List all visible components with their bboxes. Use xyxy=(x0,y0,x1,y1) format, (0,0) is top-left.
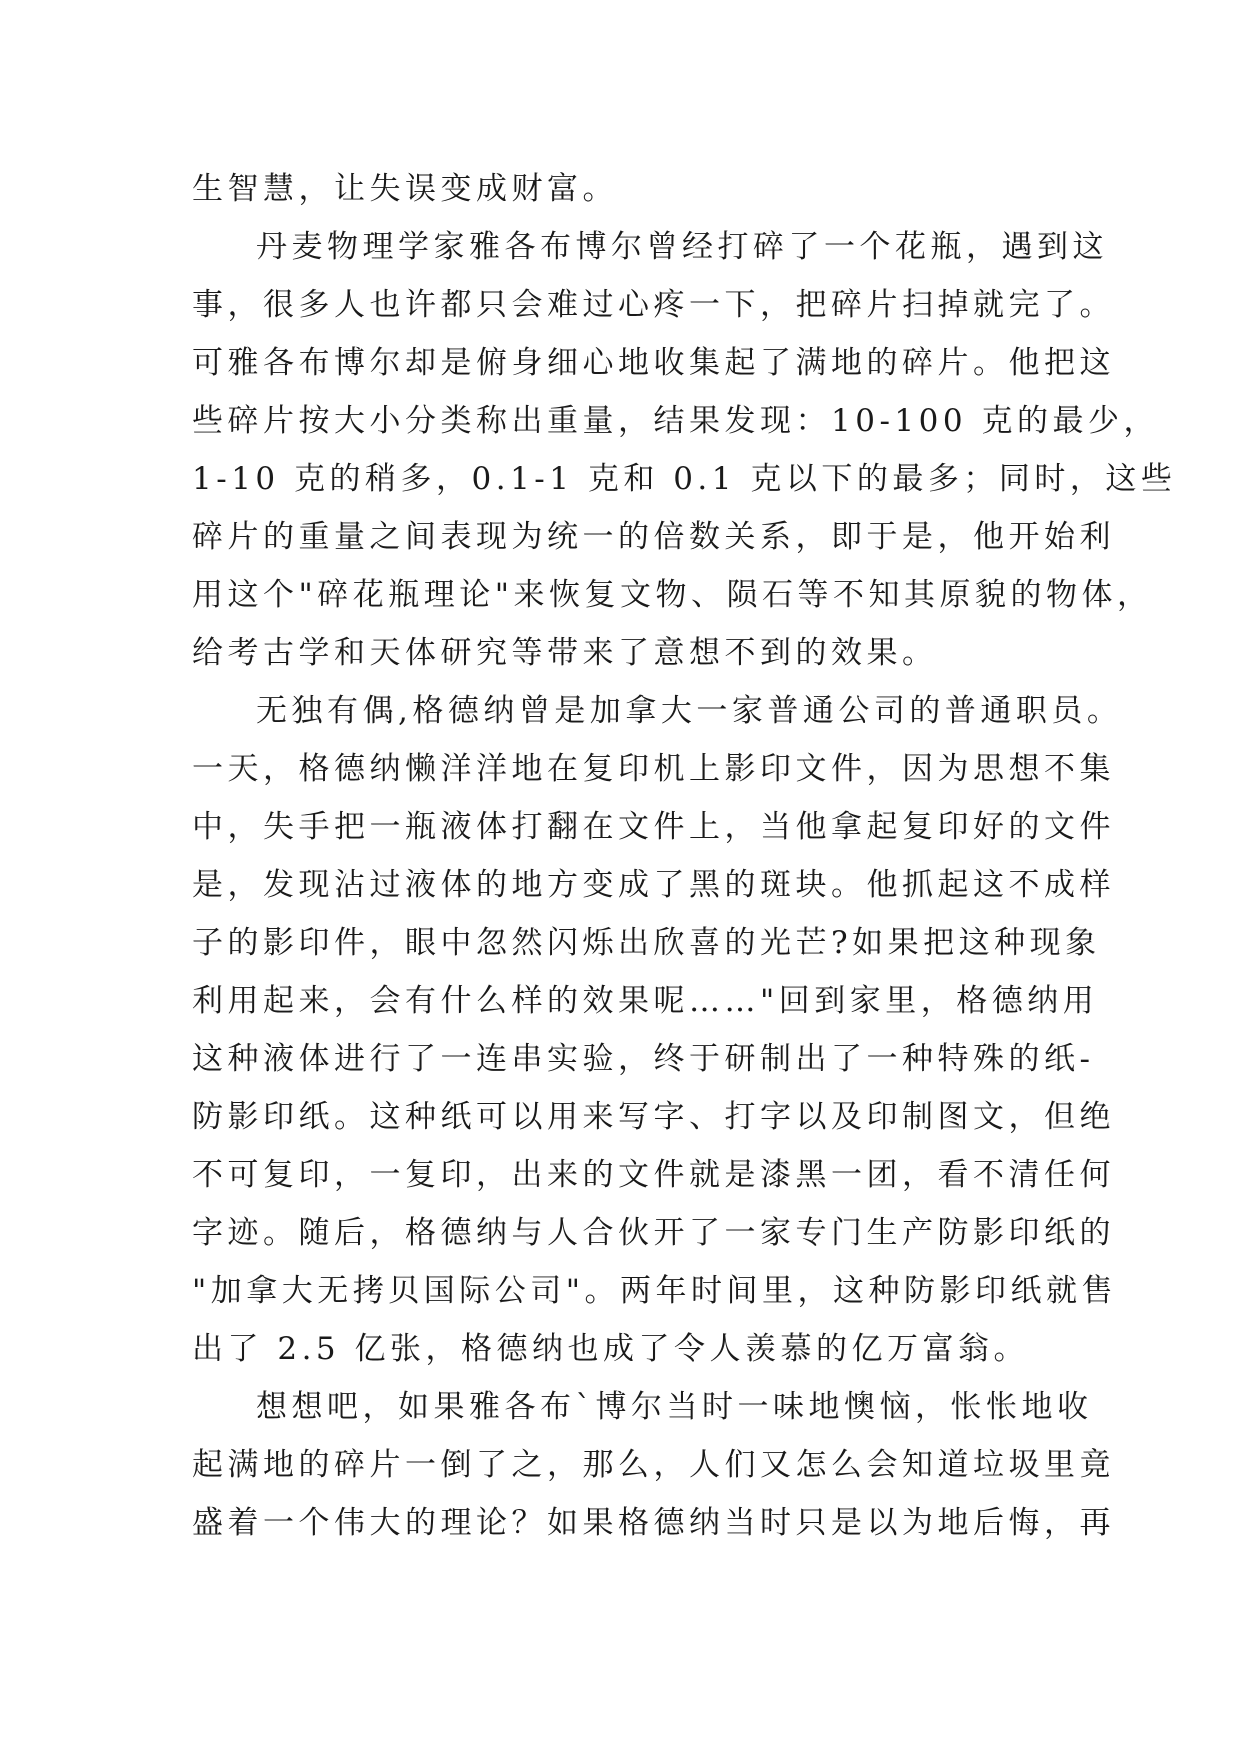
text-line: 这种液体进行了一连串实验，终于研制出了一种特殊的纸- xyxy=(192,1041,1095,1077)
text-line: 子的影印件，眼中忽然闪烁出欣喜的光芒?如果把这种现象 xyxy=(192,925,1101,961)
text-line: 些碎片按大小分类称出重量，结果发现：10-100 克的最少， xyxy=(192,403,1159,439)
text-line: 是，发现沾过液体的地方变成了黑的斑块。他抓起这不成样 xyxy=(192,867,1115,903)
text-line: 丹麦物理学家雅各布博尔曾经打碎了一个花瓶，遇到这 xyxy=(256,229,1108,265)
text-line: 盛着一个伟大的理论？如果格德纳当时只是以为地后悔，再 xyxy=(192,1505,1115,1541)
text-line: 事，很多人也许都只会难过心疼一下，把碎片扫掉就完了。 xyxy=(192,287,1115,323)
text-line: 不可复印，一复印，出来的文件就是漆黑一团，看不清任何 xyxy=(192,1157,1115,1193)
text-line: 1-10 克的稍多，0.1-1 克和 0.1 克以下的最多；同时，这些 xyxy=(192,461,1177,497)
text-line: 给考古学和天体研究等带来了意想不到的效果。 xyxy=(192,635,938,671)
text-line: 起满地的碎片一倒了之，那么，人们又怎么会知道垃圾里竟 xyxy=(192,1447,1115,1483)
text-line: 中，失手把一瓶液体打翻在文件上，当他拿起复印好的文件 xyxy=(192,809,1115,845)
text-line: 一天，格德纳懒洋洋地在复印机上影印文件，因为思想不集 xyxy=(192,751,1115,787)
text-line: 可雅各布博尔却是俯身细心地收集起了满地的碎片。他把这 xyxy=(192,345,1115,381)
text-line: 出了 2.5 亿张，格德纳也成了令人羡慕的亿万富翁。 xyxy=(192,1331,1030,1367)
text-line: 防影印纸。这种纸可以用来写字、打字以及印制图文，但绝 xyxy=(192,1099,1115,1135)
text-line: 用这个"碎花瓶理论"来恢复文物、陨石等不知其原貌的物体， xyxy=(192,577,1153,613)
text-line: 想想吧，如果雅各布`博尔当时一味地懊恼，怅怅地收 xyxy=(256,1389,1093,1425)
text-line: 字迹。随后，格德纳与人合伙开了一家专门生产防影印纸的 xyxy=(192,1215,1115,1251)
text-line: "加拿大无拷贝国际公司"。两年时间里，这种防影印纸就售 xyxy=(192,1273,1118,1309)
text-line: 无独有偶,格德纳曾是加拿大一家普通公司的普通职员。 xyxy=(256,693,1123,729)
text-line: 碎片的重量之间表现为统一的倍数关系，即于是，他开始利 xyxy=(192,519,1115,555)
text-line: 利用起来，会有什么样的效果呢……"回到家里，格德纳用 xyxy=(192,983,1099,1019)
body-text xyxy=(192,160,1177,1552)
text-line: 生智慧，让失误变成财富。 xyxy=(192,171,618,207)
